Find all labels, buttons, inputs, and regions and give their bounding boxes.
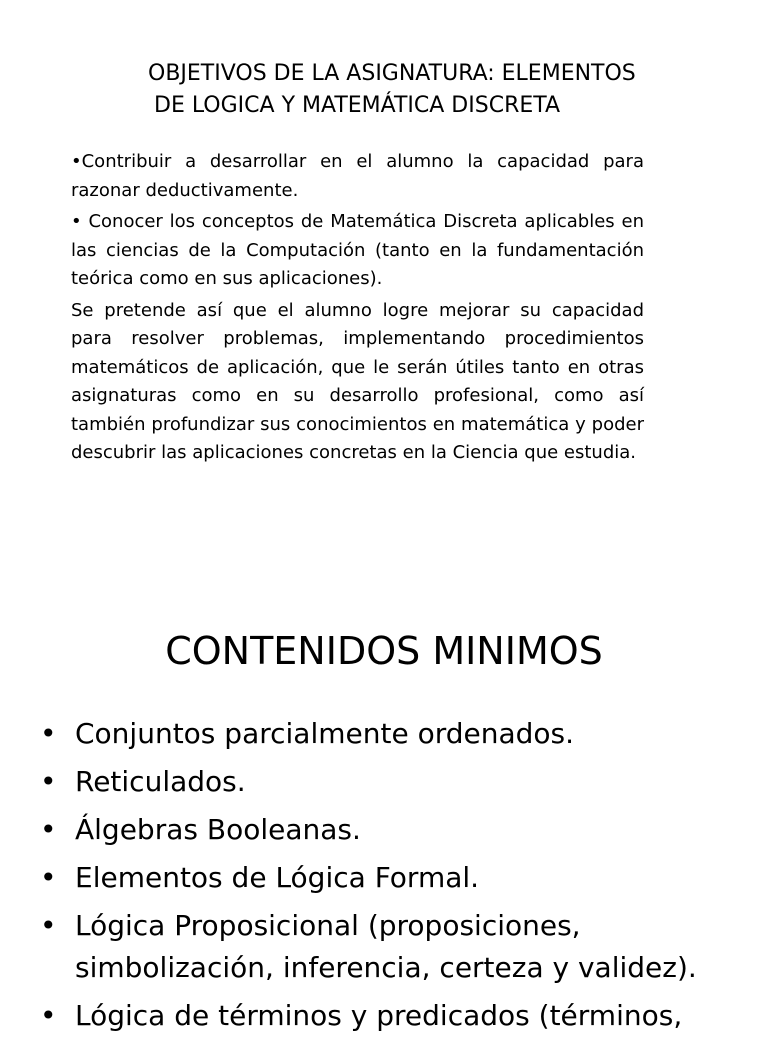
list-item [40,713,750,755]
bullet-icon: • [40,813,57,846]
objective-paragraph-1: •Contribuir a desarrollar en el alumno la capacidad para razonar deductivamente. [71,151,644,201]
objectives-body [71,148,644,471]
list-item-text: Reticulados. [75,765,246,798]
list-item-text: Lógica Proposicional (proposiciones, simbolización, inferencia, certeza y validez). [75,909,697,984]
list-item [40,995,750,1037]
bullet-icon: • [40,999,57,1032]
bullet-icon: • [40,765,57,798]
contents-title: CONTENIDOS MINIMOS [165,629,603,673]
objectives-title [148,58,728,122]
bullet-icon: • [40,717,57,750]
bullet-icon: • [40,861,57,894]
objective-paragraph-3: Se pretende así que el alumno logre mejorar su capacidad para resolver problemas, implementando procedimientos matemáticos de aplicación, que le serán útiles tanto en otras asignaturas como en su desarrollo profesional, como así también profundizar sus conocimientos en matemática y poder descubrir las aplicaciones concretas en la Ciencia que estudia. [71,299,644,463]
list-item-text: Álgebras Booleanas. [75,813,361,846]
objectives-title-line-2: DE LOGICA Y MATEMÁTICA DISCRETA [154,93,561,118]
list-item-text: Conjuntos parcialmente ordenados. [75,717,575,750]
objectives-title-line-1: OBJETIVOS DE LA ASIGNATURA: ELEMENTOS [148,61,636,86]
list-item-text: Lógica de términos y predicados (términos, [75,999,683,1032]
list-item [40,761,750,803]
list-item [40,905,750,989]
bullet-icon: • [40,909,57,942]
list-item [40,857,750,899]
contents-list [40,713,750,1043]
list-item-text: Elementos de Lógica Formal. [75,861,480,894]
objective-paragraph-2: • Conocer los conceptos de Matemática Discreta aplicables en las ciencias de la Computación (tanto en la fundamentación teórica como en sus aplicaciones). [71,211,644,289]
list-item [40,809,750,851]
